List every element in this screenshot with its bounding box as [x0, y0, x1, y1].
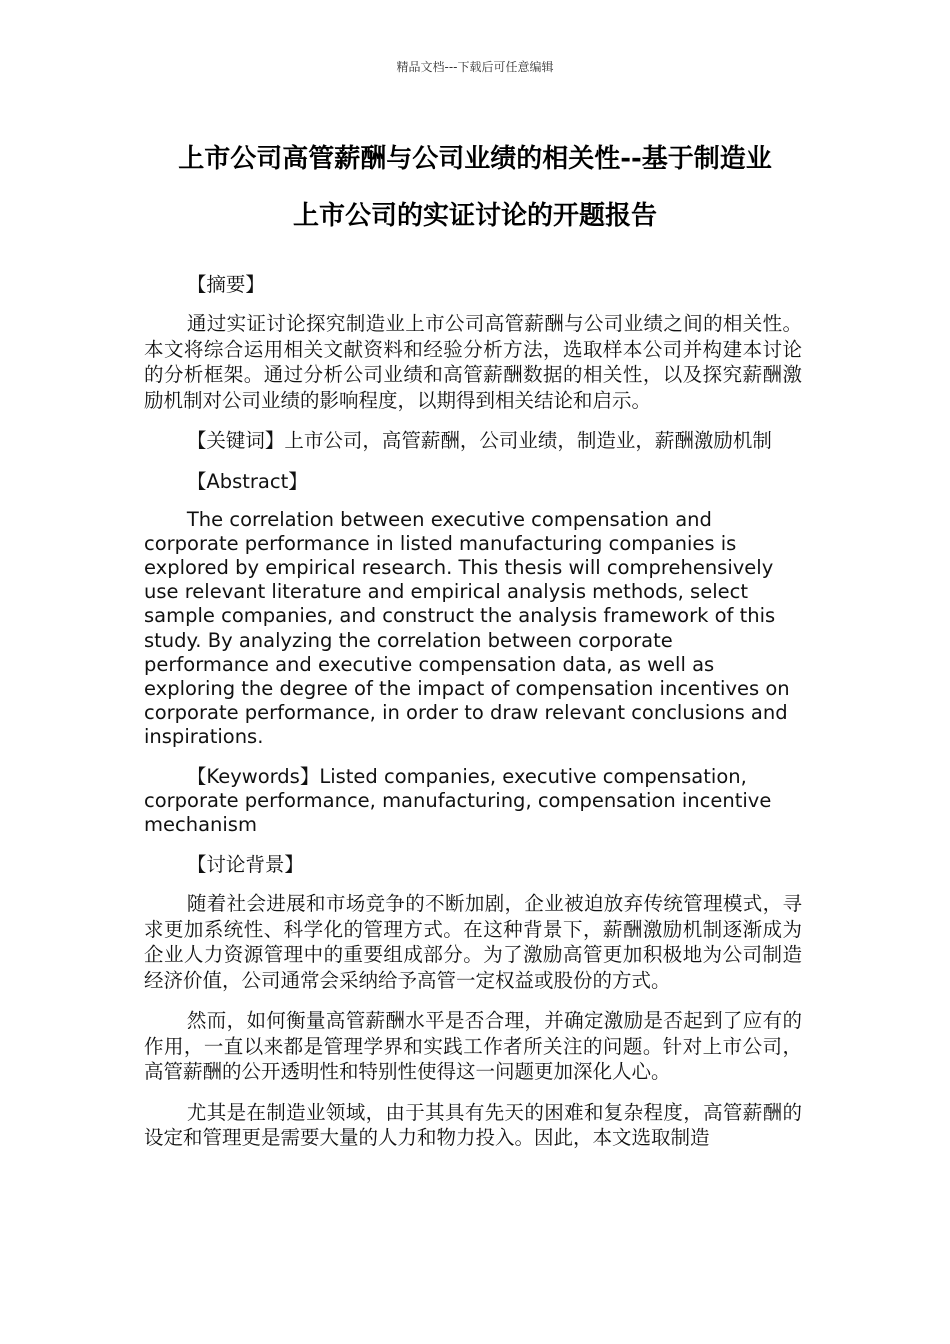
- background-paragraph-3: 尤其是在制造业领域，由于其具有先天的困难和复杂程度，高管薪酬的设定和管理更是需要大量的人力和物力投入。因此，本文选取制造: [144, 1100, 802, 1150]
- background-heading: 【讨论背景】: [186, 853, 304, 877]
- header-note: 精品文档---下载后可任意编辑: [396, 60, 554, 74]
- title-line-2: 上市公司的实证讨论的开题报告: [292, 201, 657, 231]
- abstract-en-body: The correlation between executive compensation and corporate performance in listed manufacturing companies is explored by empirical research. This thesis will comprehensively use relevant literature and empirical analysis methods, select sample companies, and construct the analysis framework of this study. By analyzing the correlation between corporate performance and executive compensation data, as well as exploring the degree of the impact of compensation incentives on corporate performance, in order to draw relevant conclusions and inspirations.: [144, 507, 790, 749]
- keywords-cn: 【关键词】上市公司，高管薪酬，公司业绩，制造业，薪酬激励机制: [186, 429, 772, 452]
- background-paragraph-1: 随着社会进展和市场竞争的不断加剧，企业被迫放弃传统管理模式，寻求更加系统性、科学化的管理方式。在这种背景下，薪酬激励机制逐渐成为企业人力资源管理中的重要组成部分。为了激励高管更加积极地为公司制造经济价值，公司通常会采纳给予高管一定权益或股份的方式。: [144, 892, 802, 992]
- keywords-en: 【Keywords】Listed companies, executive compensation, corporate performance, manufacturing, compensation incentive mechanism: [144, 764, 772, 836]
- background-paragraph-2: 然而，如何衡量高管薪酬水平是否合理，并确定激励是否起到了应有的作用，一直以来都是管理学界和实践工作者所关注的问题。针对上市公司，高管薪酬的公开透明性和特别性使得这一问题更加深化人心。: [144, 1009, 802, 1084]
- abstract-cn-body: 通过实证讨论探究制造业上市公司高管薪酬与公司业绩之间的相关性。本文将综合运用相关文献资料和经验分析方法，选取样本公司并构建本讨论的分析框架。通过分析公司业绩和高管薪酬数据的相关性，以及探究薪酬激励机制对公司业绩的影响程度，以期得到相关结论和启示。: [144, 312, 802, 412]
- abstract-en-heading: 【Abstract】: [186, 469, 308, 493]
- document-body: [144, 272, 802, 1166]
- abstract-cn-heading: 【摘要】: [186, 273, 265, 296]
- title-line-1: 上市公司高管薪酬与公司业绩的相关性--基于制造业: [178, 144, 772, 174]
